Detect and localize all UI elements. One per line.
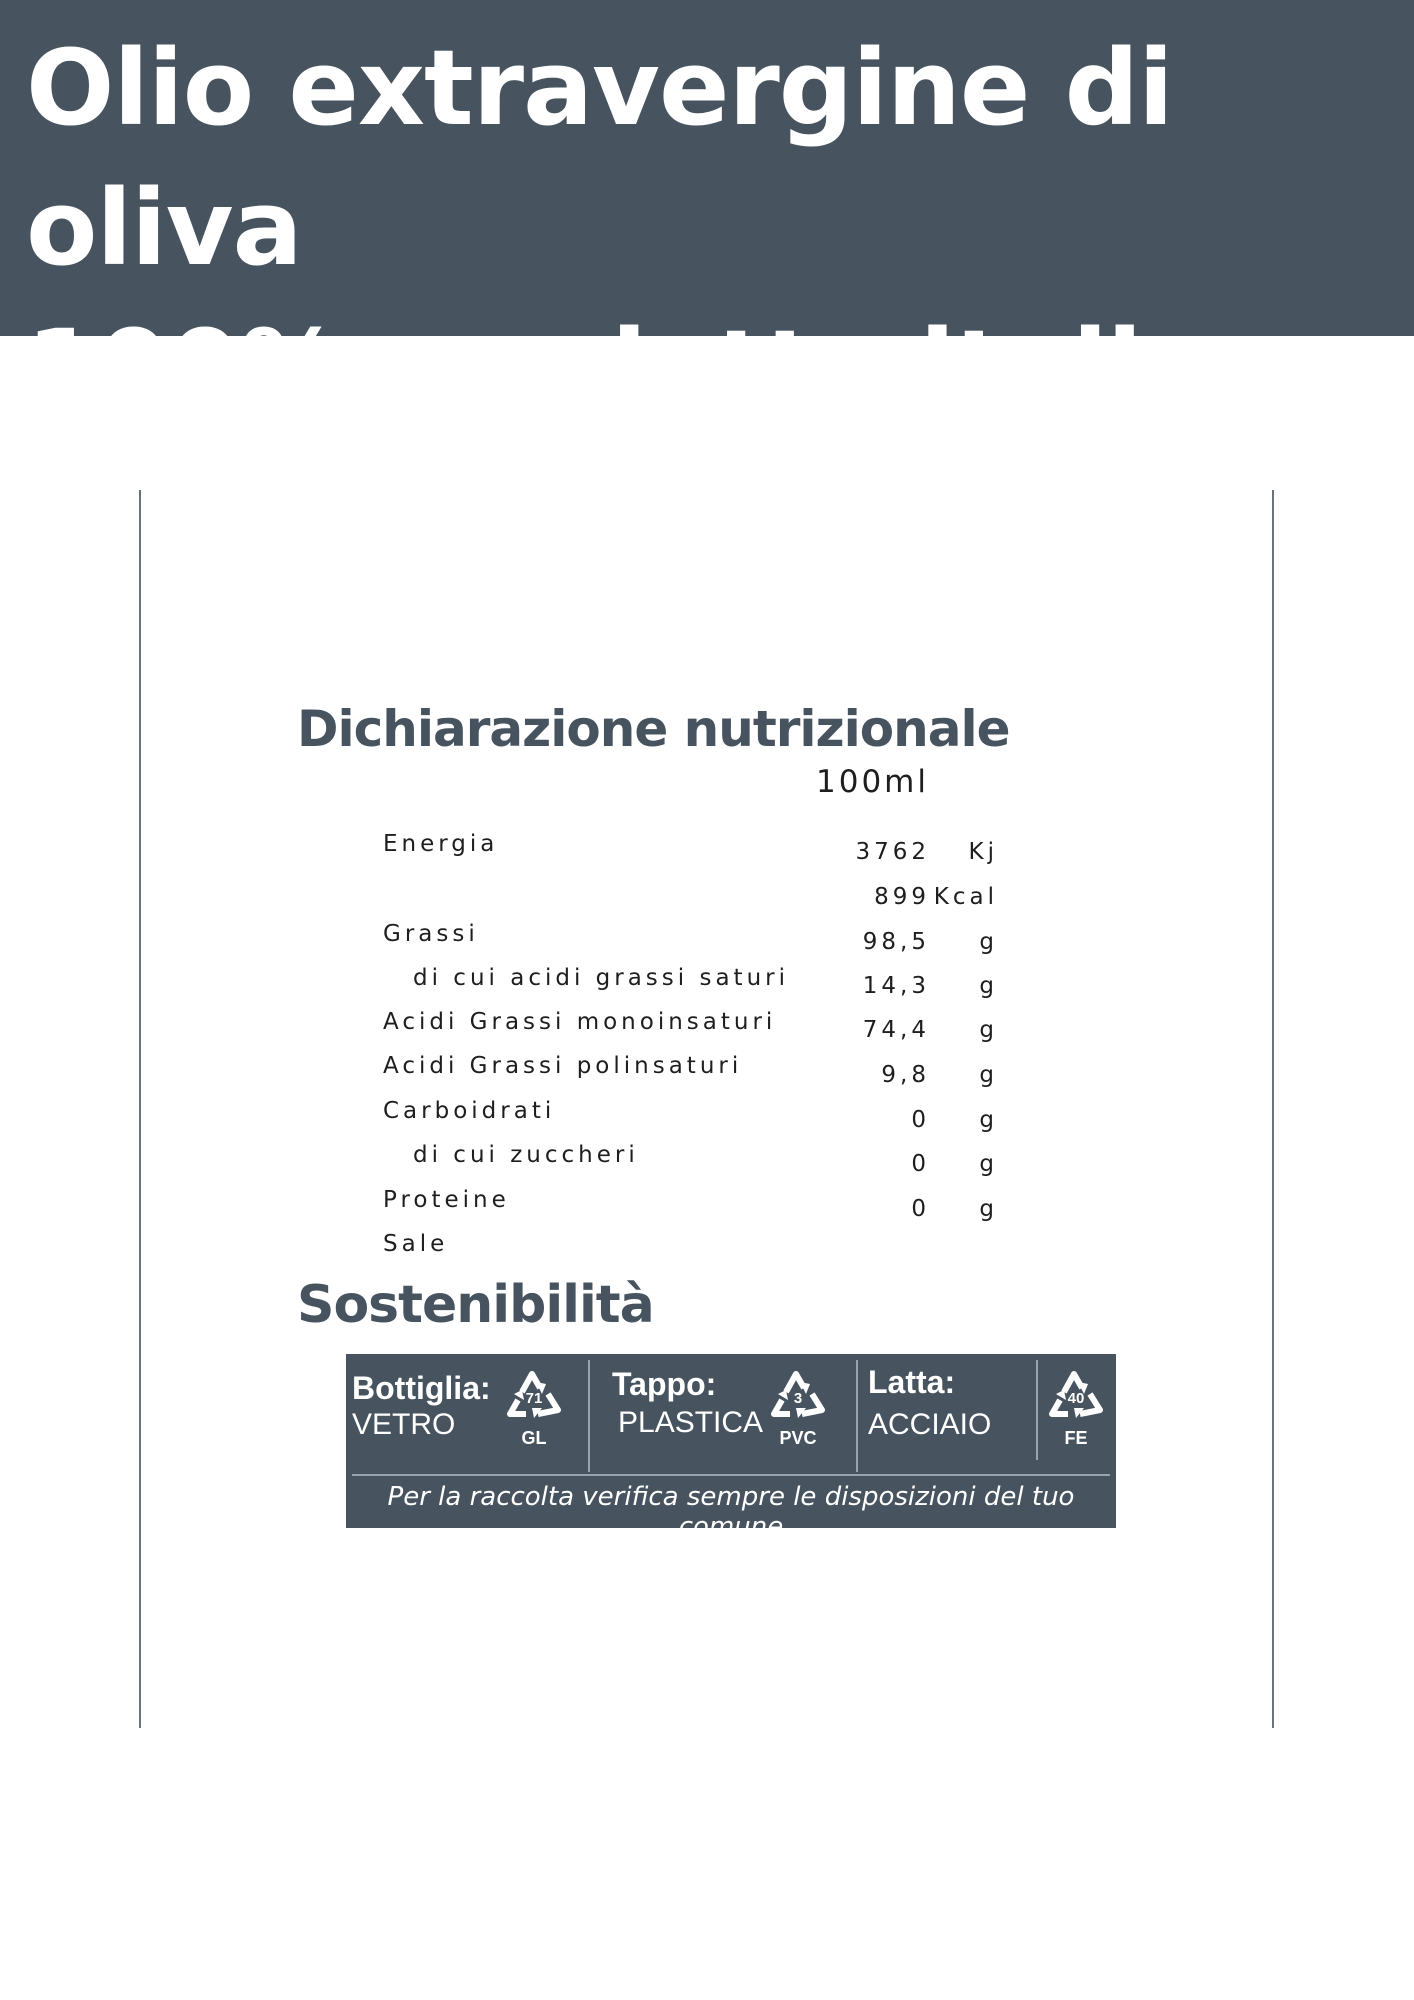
recycling-item-label: Latta: [868, 1364, 956, 1400]
nutrition-value-energia-kj: 3762 [855, 839, 930, 865]
nutrition-unit-zuccheri: g [979, 1151, 998, 1177]
nutrition-unit-carboidrati: g [979, 1107, 998, 1133]
recycling-divider [588, 1360, 590, 1472]
nutrition-value-energia-kcal: 899 [874, 884, 930, 910]
nutrition-unit-polinsaturi: g [979, 1062, 998, 1088]
nutrition-label-polinsaturi: Acidi Grassi polinsaturi [383, 1053, 743, 1079]
title-line-2: 100% prodotto italiano [26, 307, 1355, 429]
recycling-divider [1036, 1360, 1038, 1460]
recycle-icon [1042, 1364, 1110, 1428]
nutrition-per-unit: 100ml [816, 764, 929, 800]
nutrition-unit-saturi: g [979, 973, 998, 999]
recycling-item-material: VETRO [352, 1408, 456, 1441]
recycle-icon [500, 1364, 568, 1428]
nutrition-unit-proteine: g [979, 1196, 998, 1222]
recycling-item-label: Bottiglia: [352, 1370, 491, 1406]
nutrition-value-carboidrati: 0 [911, 1107, 930, 1133]
nutrition-label-monoinsaturi: Acidi Grassi monoinsaturi [383, 1009, 777, 1035]
nutrition-value-monoinsaturi: 74,4 [862, 1017, 930, 1043]
nutrition-label-carboidrati: Carboidrati [383, 1098, 556, 1124]
nutrition-unit-energia-kj: Kj [968, 839, 998, 865]
recycling-code: PVC [779, 1428, 817, 1448]
recycle-number: 40 [1067, 1390, 1085, 1407]
title-line-1: Olio extravergine di oliva [26, 27, 1173, 289]
sustainability-title: Sostenibilità [297, 1275, 654, 1335]
recycling-divider [352, 1474, 1110, 1476]
recycling-code: FE [1064, 1428, 1088, 1448]
recycling-divider [856, 1360, 858, 1472]
nutrition-unit-monoinsaturi: g [979, 1017, 998, 1043]
recycling-item-material: PLASTICA [618, 1406, 764, 1439]
nutrition-label-energia: Energia [383, 831, 499, 857]
nutrition-title: Dichiarazione nutrizionale [297, 700, 1010, 758]
recycling-panel [346, 1354, 1116, 1542]
recycle-number: 71 [525, 1390, 543, 1407]
recycling-code: GL [521, 1428, 547, 1448]
nutrition-label-proteine: Proteine [383, 1187, 510, 1213]
nutrition-label-zuccheri: di cui zuccheri [413, 1142, 639, 1168]
nutrition-value-zuccheri: 0 [911, 1151, 930, 1177]
nutrition-value-polinsaturi: 9,8 [881, 1062, 930, 1088]
recycling-item-material: ACCIAIO [868, 1408, 992, 1441]
recycle-icon [764, 1364, 832, 1428]
frame-line-right [1272, 490, 1274, 1728]
page-title [26, 18, 1414, 438]
recycle-number: 3 [793, 1390, 803, 1407]
nutrition-value-saturi: 14,3 [862, 973, 930, 999]
nutrition-value-grassi: 98,5 [862, 929, 930, 955]
nutrition-label-sale: Sale [383, 1231, 449, 1257]
nutrition-value-proteine: 0 [911, 1196, 930, 1222]
header-banner [0, 0, 1414, 429]
nutrition-label-grassi: Grassi [383, 921, 479, 947]
nutrition-label-saturi: di cui acidi grassi saturi [413, 965, 789, 991]
nutrition-unit-energia-kcal: Kcal [933, 884, 998, 910]
recycling-note: Per la raccolta verifica sempre le disposizioni del tuo comune [387, 1482, 1075, 1542]
recycling-item-label: Tappo: [612, 1366, 717, 1402]
nutrition-unit-grassi: g [979, 929, 998, 955]
frame-line-left [139, 490, 141, 1728]
